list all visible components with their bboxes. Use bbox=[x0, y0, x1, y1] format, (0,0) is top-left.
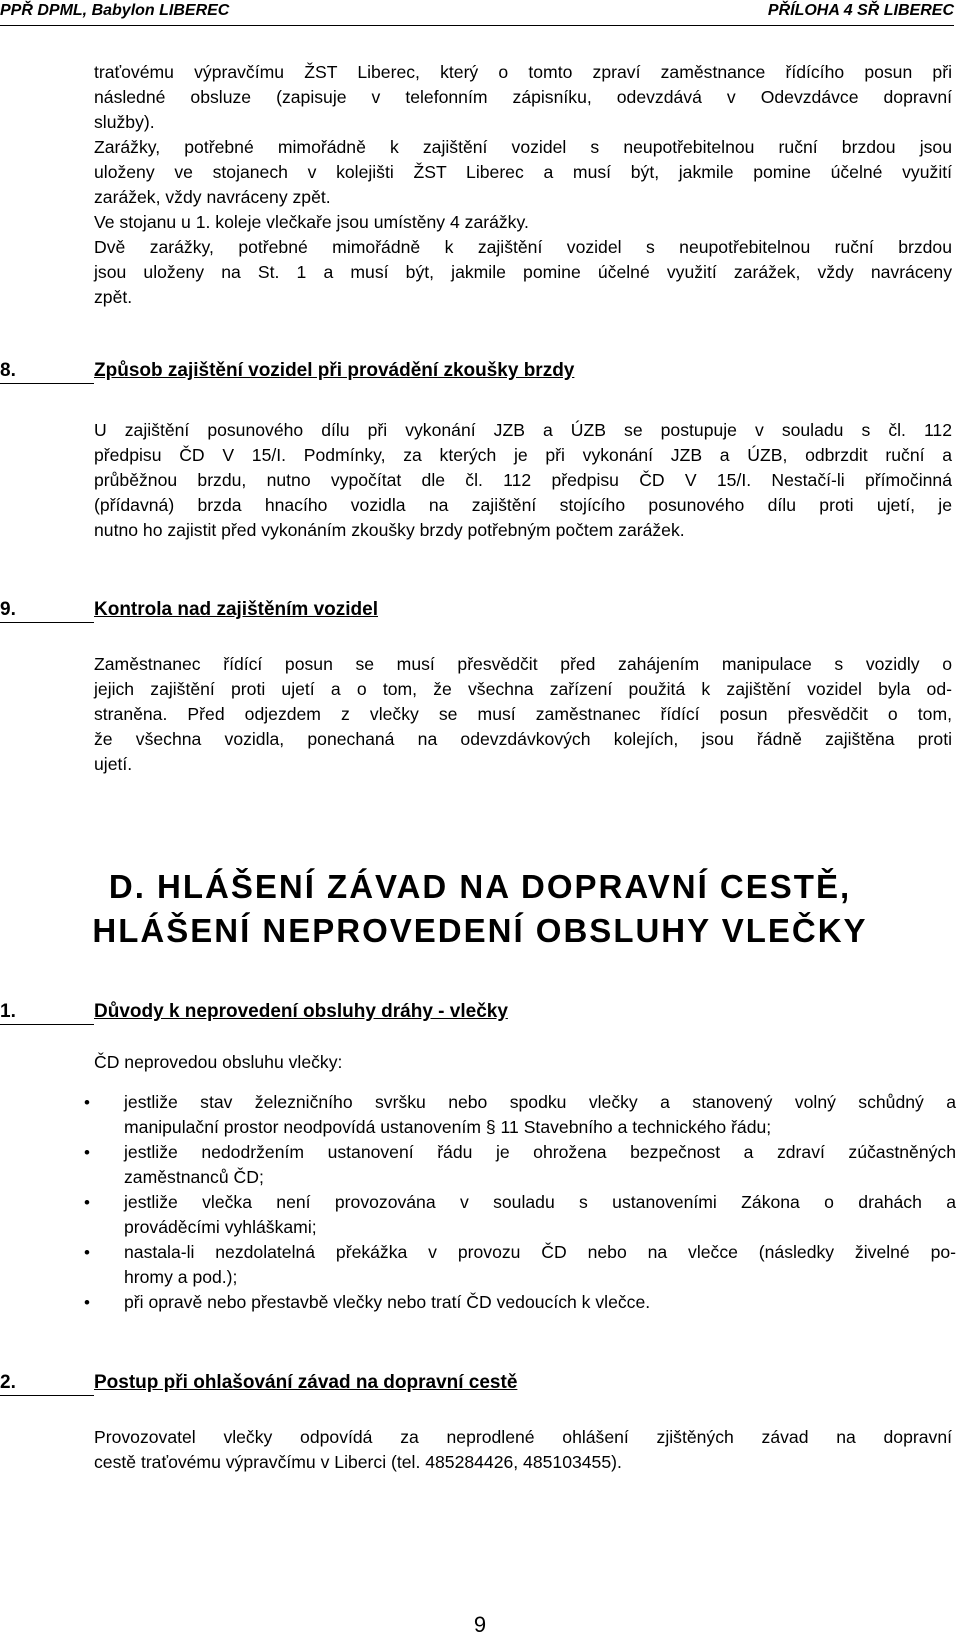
section-heading: Postup při ohlašování závad na dopravní cestě bbox=[94, 1372, 518, 1393]
section-number: 1. bbox=[0, 1001, 16, 1022]
text-line: jestliže stav železničního svršku nebo spodku vlečky a stanovený volný schůdný a bbox=[124, 1092, 956, 1112]
list-item bbox=[84, 1090, 956, 1140]
text-line: traťovému výpravčímu ŽST Liberec, který o tomto zpraví zaměstnance řídícího posun při bbox=[94, 62, 952, 82]
text-line: (přídavná) brzda hnacího vozidla na zajištění stojícího posunového dílu proti ujetí, je bbox=[94, 495, 952, 515]
text-line: zaměstnanců ČD; bbox=[124, 1167, 264, 1187]
text-line: služby). bbox=[94, 112, 155, 132]
lead-text bbox=[94, 1050, 952, 1075]
header-right: PŘÍLOHA 4 SŘ LIBEREC bbox=[767, 2, 954, 19]
bullet-icon: • bbox=[84, 1143, 90, 1162]
sectionD2-paragraph bbox=[94, 1425, 952, 1475]
section-number: 2. bbox=[0, 1372, 16, 1393]
text-line: Dvě zarážky, potřebné mimořádně k zajištění vozidel s neupotřebitelnou ruční brzdou bbox=[94, 237, 952, 257]
section9-paragraph bbox=[94, 652, 952, 777]
text-line: manipulační prostor neodpovídá ustanovením § 11 Stavebního a technického řádu; bbox=[124, 1117, 772, 1137]
heading-underline bbox=[0, 1024, 94, 1025]
bullet-icon: • bbox=[84, 1093, 90, 1112]
bullet-icon: • bbox=[84, 1193, 90, 1212]
section-heading: Důvody k neprovedení obsluhy dráhy - vlečky bbox=[94, 1001, 508, 1022]
text-line: zarážek, vždy navráceny zpět. bbox=[94, 187, 331, 207]
heading-underline bbox=[0, 1395, 94, 1396]
text-line: U zajištění posunového dílu při vykonání JZB a ÚZB se postupuje v souladu s čl. 112 bbox=[94, 420, 952, 440]
reasons-list bbox=[84, 1090, 956, 1315]
text-line: hromy a pod.); bbox=[124, 1267, 238, 1287]
text-line: jestliže vlečka není provozována v souladu s ustanoveními Zákona o drahách a bbox=[124, 1192, 956, 1212]
text-line: nutno ho zajistit před vykonáním zkoušky brzdy potřebným počtem zarážek. bbox=[94, 520, 685, 540]
section-heading: Kontrola nad zajištěním vozidel bbox=[94, 599, 378, 620]
text-line: předpisu ČD V 15/I. Podmínky, za kterých je při vykonání JZB a ÚZB, odbrzdit ruční a bbox=[94, 445, 952, 465]
header-left: PPŘ DPML, Babylon LIBEREC bbox=[0, 2, 230, 19]
section-number: 8. bbox=[0, 360, 16, 381]
list-item bbox=[84, 1290, 956, 1315]
text-line: zpět. bbox=[94, 287, 133, 307]
text-line: nastala-li nezdolatelná překážka v provozu ČD nebo na vlečce (následky živelné po- bbox=[124, 1242, 956, 1262]
text-line: jsou uloženy na St. 1 a musí být, jakmile pomine účelné využití zarážek, vždy navráceny bbox=[94, 262, 952, 282]
text-line: při opravě nebo přestavbě vlečky nebo tratí ČD vedoucích k vlečce. bbox=[124, 1292, 651, 1312]
text-line: následné obsluze (zapisuje v telefonním zápisníku, odevzdává v Odevzdávce dopravní bbox=[94, 87, 952, 107]
section-number: 9. bbox=[0, 599, 16, 620]
text-line: prováděcími vyhláškami; bbox=[124, 1217, 317, 1237]
chapter-title-line-2: HLÁŠENÍ NEPROVEDENÍ OBSLUHY VLEČKY bbox=[92, 912, 868, 949]
list-item bbox=[84, 1140, 956, 1190]
text-line: průběžnou brzdu, nutno vypočítat dle čl. 112 předpisu ČD V 15/I. Nestačí-li přímočinná bbox=[94, 470, 952, 490]
heading-underline bbox=[0, 383, 94, 384]
intro-paragraph bbox=[94, 60, 952, 310]
list-item bbox=[84, 1240, 956, 1290]
heading-underline bbox=[0, 622, 94, 623]
chapter-title-line-1: D. HLÁŠENÍ ZÁVAD NA DOPRAVNÍ CESTĚ, bbox=[108, 868, 852, 905]
bullet-icon: • bbox=[84, 1293, 90, 1312]
list-item bbox=[84, 1190, 956, 1240]
text-line: ČD neprovedou obsluhu vlečky: bbox=[94, 1052, 343, 1072]
text-line: Zarážky, potřebné mimořádně k zajištění vozidel s neupotřebitelnou ruční brzdou jsou bbox=[94, 137, 952, 157]
page-number: 9 bbox=[473, 1612, 487, 1637]
text-line: uloženy ve stojanech v kolejišti ŽST Liberec a musí být, jakmile pomine účelné využití bbox=[94, 162, 952, 182]
text-line: Ve stojanu u 1. koleje vlečkaře jsou umístěny 4 zarážky. bbox=[94, 212, 529, 232]
text-line: jejich zajištění proti ujetí a o tom, že všechna zařízení použitá k zajištění vozidel byla od- bbox=[94, 679, 952, 699]
text-line: cestě traťovému výpravčímu v Liberci (tel. 485284426, 485103455). bbox=[94, 1452, 622, 1472]
section-heading: Způsob zajištění vozidel při provádění zkoušky brzdy bbox=[94, 360, 575, 381]
text-line: jestliže nedodržením ustanovení řádu je ohrožena bezpečnost a zdraví zúčastněných bbox=[124, 1142, 956, 1162]
text-line: Zaměstnanec řídící posun se musí přesvědčit před zahájením manipulace s vozidly o bbox=[94, 654, 952, 674]
text-line: ujetí. bbox=[94, 754, 133, 774]
text-line: straněna. Před odjezdem z vlečky se musí zaměstnanec řídící posun přesvědčit o tom, bbox=[94, 704, 952, 724]
text-line: Provozovatel vlečky odpovídá za neprodlené ohlášení zjištěných závad na dopravní bbox=[94, 1427, 952, 1447]
header-rule bbox=[0, 25, 954, 26]
bullet-icon: • bbox=[84, 1243, 90, 1262]
section8-paragraph bbox=[94, 418, 952, 543]
text-line: že všechna vozidla, ponechaná na odevzdávkových kolejích, jsou řádně zajištěna proti bbox=[94, 729, 952, 749]
